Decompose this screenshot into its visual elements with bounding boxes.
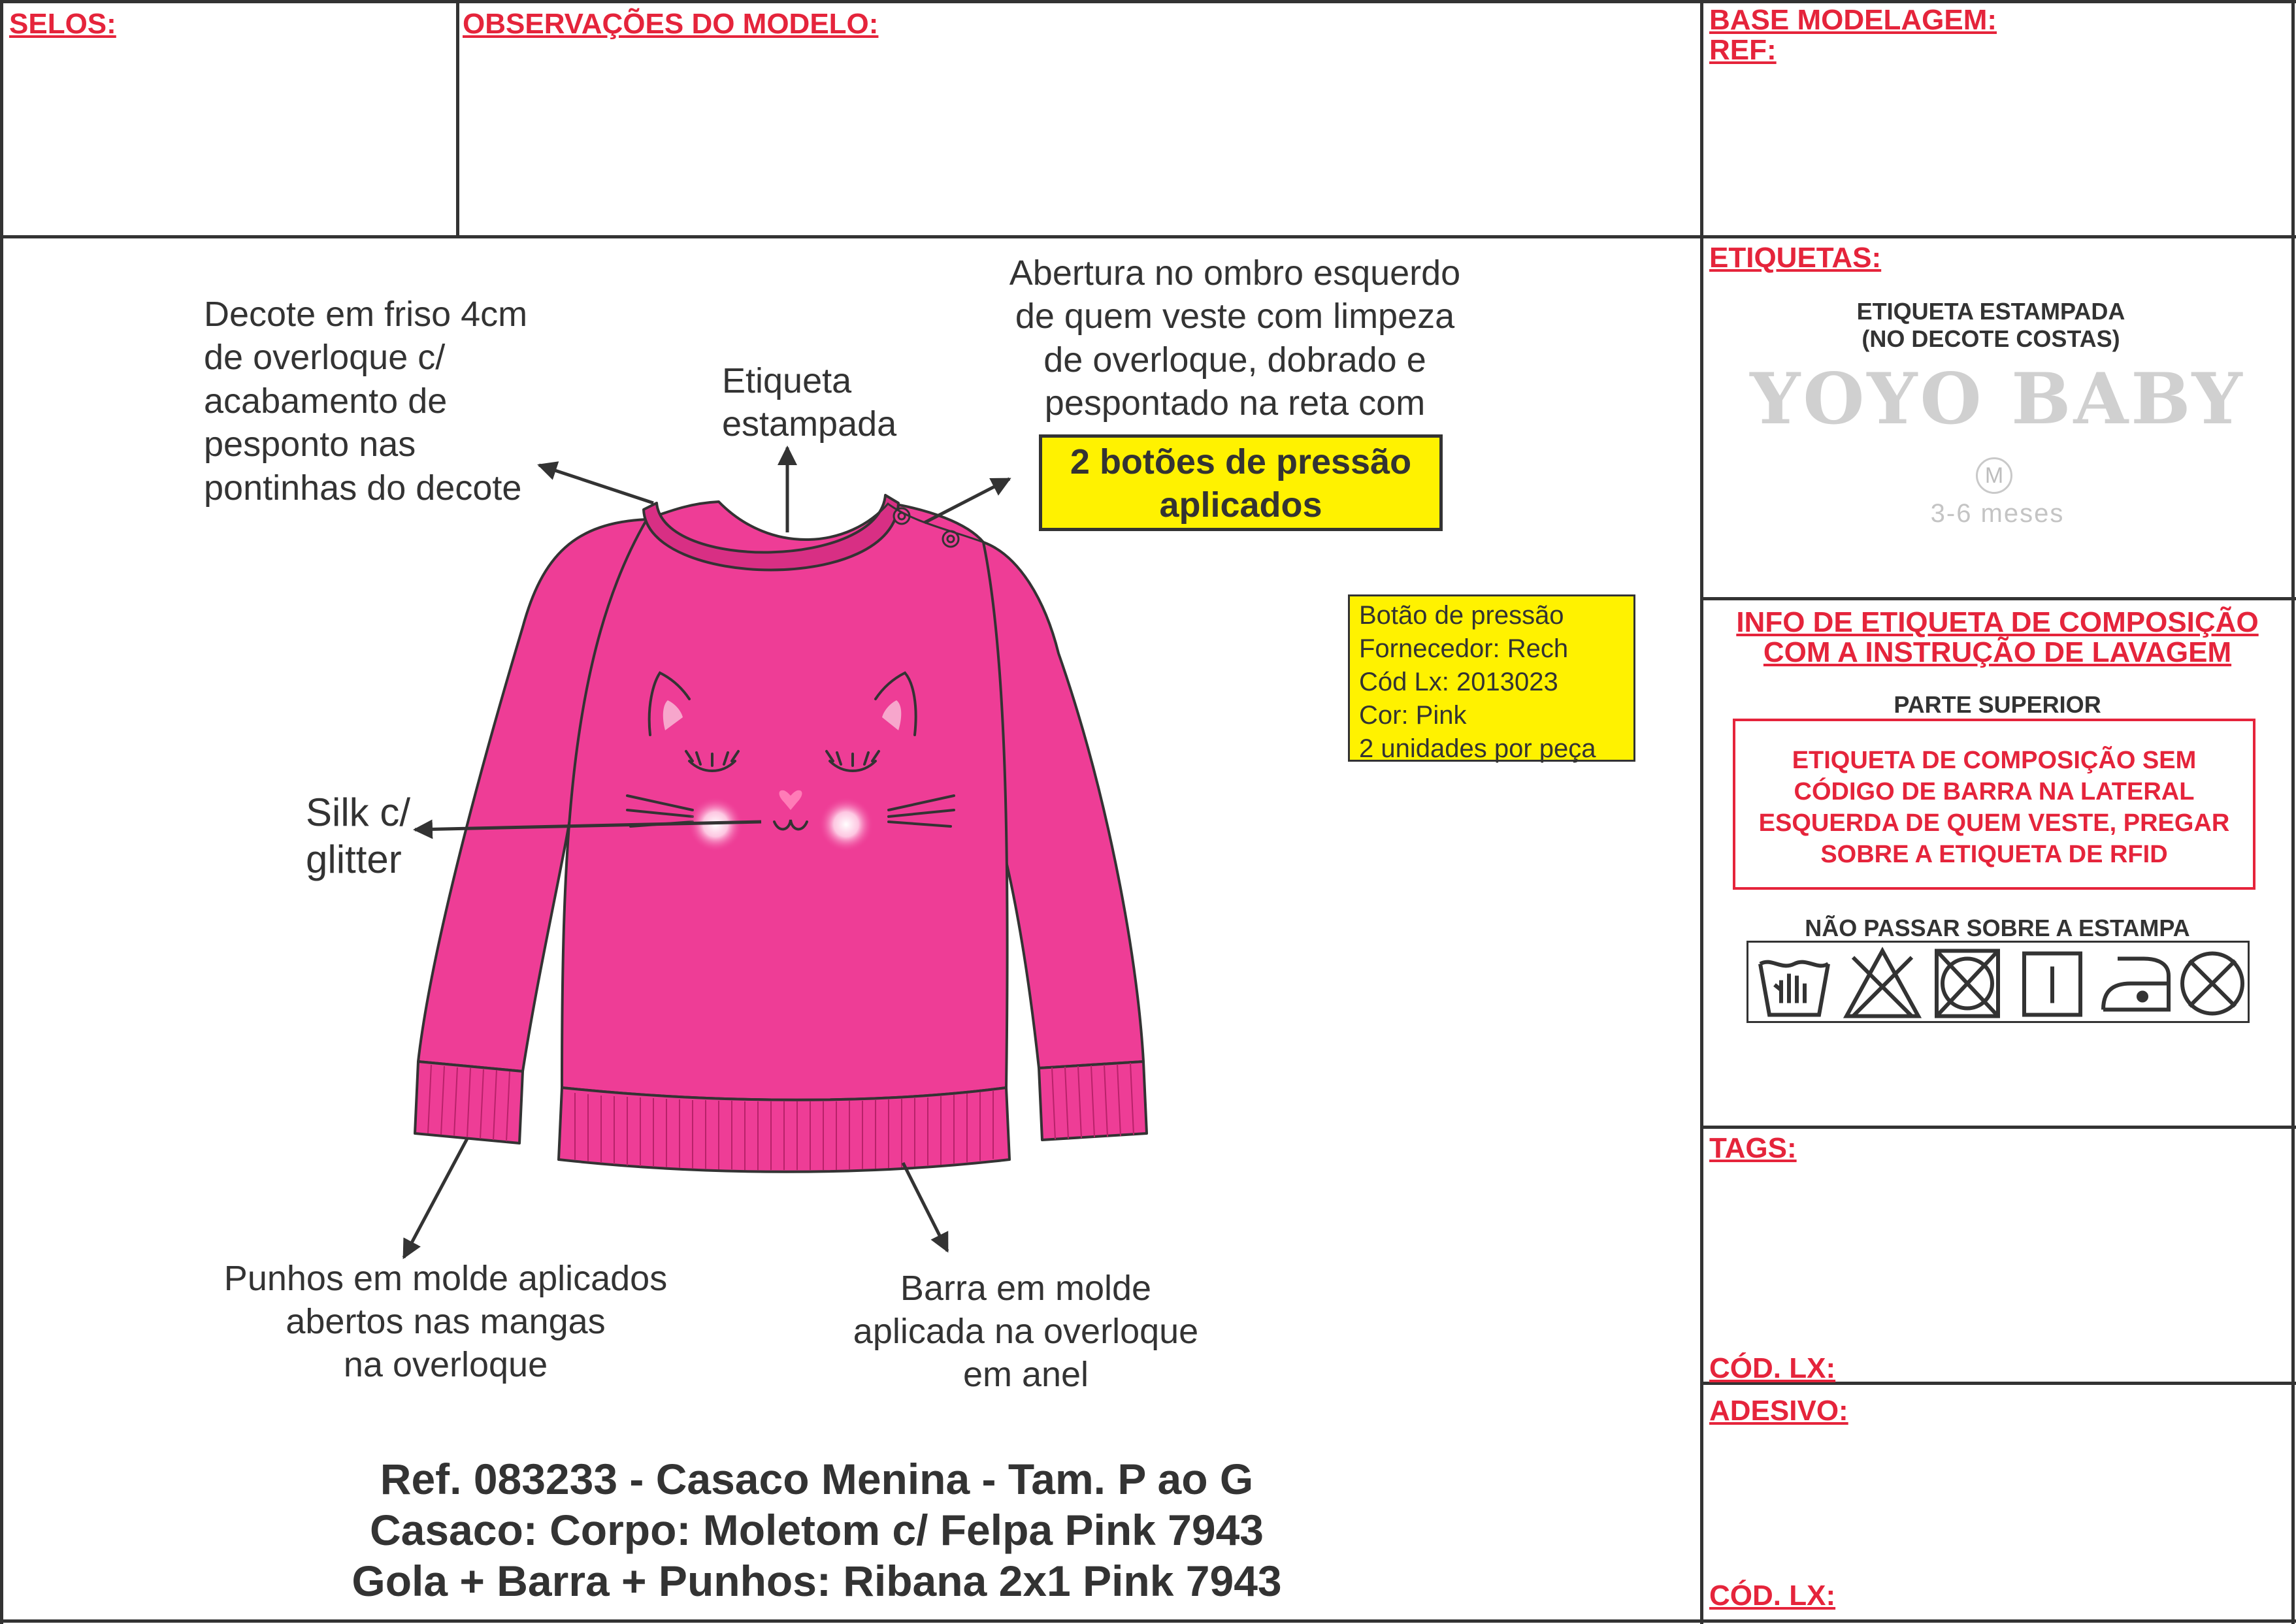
- base-modelagem-label: [1709, 5, 1997, 65]
- adesivo-label: ADESIVO:: [1709, 1395, 1848, 1427]
- abertura-arrow: [925, 479, 1009, 523]
- etiquetas-label: ETIQUETAS:: [1709, 242, 1882, 274]
- care-symbols-strip: [1747, 941, 2250, 1023]
- cod-lx-adesivo: CÓD. LX:: [1709, 1580, 1836, 1612]
- line-dry-icon: [2016, 943, 2088, 1024]
- sidebar-divider: [1700, 0, 1703, 1624]
- cat-right-cheek: [819, 797, 874, 852]
- observacoes-label: OBSERVAÇÕES DO MODELO:: [463, 8, 879, 40]
- do-not-dry-clean-icon: [2176, 943, 2248, 1024]
- product-reference-line-3: Gola + Barra + Punhos: Ribana 2x1 Pink 7943: [352, 1557, 1282, 1605]
- etiqueta-note: Etiqueta estampada: [722, 361, 897, 444]
- sweater: [415, 495, 1147, 1172]
- punhos-note: Punhos em molde aplicados abertos nas mangas na overloque: [223, 1259, 668, 1384]
- do-not-tumble-dry-icon: [1931, 943, 2003, 1024]
- abertura-note: Abertura no ombro esquerdo de quem veste com limpeza de overloque, dobrado e pespontado na reta com: [1009, 253, 1461, 423]
- base-modelagem-text: BASE MODELAGEM:: [1709, 4, 1997, 36]
- iron-low-icon: [2098, 943, 2173, 1024]
- silk-note: Silk c/ glitter: [306, 790, 411, 881]
- composicao-note-box: ETIQUETA DE COMPOSIÇÃO SEM CÓDIGO DE BARRA NA LATERAL ESQUERDA DE QUEM VESTE, PREGAR SOBRE A ETIQUETA DE RFID: [1733, 719, 2255, 890]
- size-badge: M: [1976, 457, 2012, 494]
- tags-label: TAGS:: [1709, 1132, 1797, 1164]
- selos-label: SELOS:: [9, 8, 116, 40]
- product-reference: [163, 1453, 1470, 1606]
- botoes-highlight-box: 2 botões de pressão aplicados: [1039, 434, 1443, 531]
- product-reference-line-1: Ref. 083233 - Casaco Menina - Tam. P ao G: [380, 1455, 1254, 1503]
- nao-passar-label: NÃO PASSAR SOBRE A ESTAMPA: [1805, 915, 2190, 941]
- sidebar-row-divider-2: [1700, 1126, 2296, 1129]
- hand-wash-icon: [1755, 943, 1833, 1024]
- ref-label: REF:: [1709, 33, 1777, 66]
- etiqueta-estampada-title: ETIQUETA ESTAMPADA (NO DECOTE COSTAS): [1856, 298, 2125, 352]
- size-range: 3-6 meses: [1930, 499, 2065, 528]
- punhos-arrow: [404, 1139, 467, 1258]
- decote-note: Decote em friso 4cm de overloque c/ acabamento de pesponto nas pontinhas do decote: [204, 295, 528, 508]
- sidebar-row-divider-1: [1700, 597, 2296, 600]
- decote-arrow: [539, 465, 653, 503]
- barra-arrow: [903, 1163, 947, 1251]
- cod-lx-tags: CÓD. LX:: [1709, 1352, 1836, 1384]
- barra-note: Barra em molde aplicada na overloque em anel: [853, 1269, 1199, 1394]
- border-right: [2291, 0, 2295, 1624]
- composicao-title: INFO DE ETIQUETA DE COMPOSIÇÃO COM A INSTRUÇÃO DE LAVAGEM: [1736, 606, 2259, 668]
- button-info-box: Botão de pressão Fornecedor: Rech Cód Lx: 2013023 Cor: Pink 2 unidades por peça: [1348, 594, 1635, 762]
- product-reference-line-2: Casaco: Corpo: Moletom c/ Felpa Pink 7943: [369, 1506, 1264, 1554]
- brand-logo: YOYO BABY: [1750, 358, 2245, 440]
- do-not-bleach-icon: [1840, 943, 1925, 1024]
- parte-superior-label: PARTE SUPERIOR: [1894, 691, 2101, 718]
